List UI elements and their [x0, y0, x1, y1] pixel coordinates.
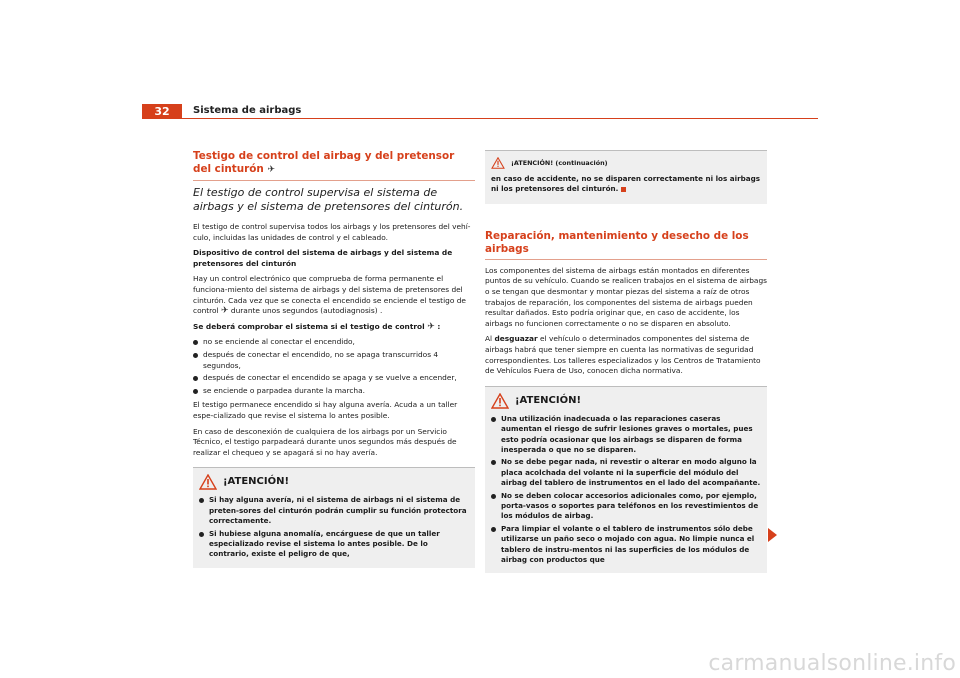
repair-paragraph: Los componentes del sistema de airbags están montados en diferentes puntos de su vehículo. Cuando se realicen trabajos en el sistema de airbags o se tengan que desmontar y montar piezas del sistema a raíz de otros trabajos de reparación, los componentes del sistema de airbags pueden resultar dañados. Esto podría originar que, en caso de accidente, los airbags no funcionen correctamente o no se disparen en absoluto. [485, 265, 768, 328]
list-item: no se enciende al conectar el encendido, [193, 337, 475, 348]
warning-header [491, 393, 761, 409]
warning-continuation-text: en caso de accidente, no se disparen correctamente ni los airbags ni los pretensores del cinturón. [491, 174, 761, 194]
header-divider [182, 118, 818, 119]
list-item: después de conectar el encendido se apaga y se vuelve a encender, [193, 373, 475, 384]
airbag-warning-lamp-icon: ✈ [220, 306, 229, 317]
intro-paragraph: El testigo de control supervisa todos los airbags y los pretensores del vehí-culo, incluidas las unidades de control y el cableado. [193, 222, 471, 242]
end-of-section-mark [621, 187, 626, 192]
list-item: después de conectar el encendido, no se apaga transcurridos 4 segundos, [193, 350, 475, 371]
section-lead: El testigo de control supervisa el sistema de airbags y el sistema de pretensores del cinturón. [193, 186, 464, 213]
page-number: 32 [142, 104, 182, 119]
fault-paragraph: El testigo permanece encendido si hay alguna avería. Acuda a un taller espe-cializado que revise el sistema lo antes posible. [193, 400, 458, 420]
warning-header [199, 474, 469, 490]
section-title-repair: Reparación, mantenimiento y desecho de los airbags [485, 230, 767, 260]
warning-list [199, 495, 469, 559]
warning-continuation-title: ¡ATENCIÓN! (continuación) [511, 158, 608, 167]
list-item: se enciende o parpadea durante la marcha. [193, 386, 475, 397]
warning-title: ¡ATENCIÓN! [223, 476, 290, 488]
right-column [485, 150, 767, 573]
scrapping-paragraph: Al desguazar el vehículo o determinados componentes del sistema de airbags habrá que tener siempre en cuenta las normativas de seguridad correspondientes. Los talleres especializados y los Centros de Tratamiento de Vehículos Fuera de Uso, conocen dicha normativa. [485, 334, 761, 376]
warning-triangle-icon [491, 393, 509, 409]
list-item: Si hubiese alguna anomalía, encárguese de que un taller especializado revise el sistema lo antes posible. De lo contrario, existe el peligro de que, [199, 529, 469, 560]
list-item: Para limpiar el volante o el tablero de instrumentos sólo debe utilizarse un paño seco o mojado con agua. No limpie nunca el tablero de instru-mentos ni las superficies de los módulos de airbag con productos que [491, 524, 761, 566]
list-item: Si hay alguna avería, ni el sistema de airbags ni el sistema de preten-sores del cinturón podrán cumplir su función protectora correctamente. [199, 495, 469, 526]
warning-box [485, 386, 767, 574]
warning-triangle-icon [491, 157, 505, 169]
watermark: carmanualsonline.info [708, 651, 956, 676]
warning-continuation-box [485, 150, 767, 204]
check-list [193, 337, 475, 396]
warning-box [193, 467, 475, 567]
disconnect-paragraph: En caso de desconexión de cualquiera de los airbags por un Servicio Técnico, el testigo parpadeará durante unos segundos más después de realizar el chequeo y se apagará si no hay avería. [193, 426, 457, 457]
list-item: No se deben colocar accesorios adicionales como, por ejemplo, porta-vasos o soportes para teléfonos en los revestimientos de los módulos de airbag. [491, 491, 761, 522]
warning-title: ¡ATENCIÓN! [515, 394, 582, 406]
left-column [193, 150, 475, 568]
device-paragraph: Hay un control electrónico que comprueba de forma permanente el funciona-miento del sistema de airbags y del sistema de pretensores del cinturón. Cada vez que se conecta el encendido se enciende el testigo de control ✈ durante unos segundos (autodiagnosis) . [193, 274, 466, 317]
section-title-airbag-lamp: Testigo de control del airbag y del pretensor del cinturón ✈ [193, 150, 475, 181]
airbag-warning-lamp-icon: ✈ [267, 165, 275, 175]
airbag-warning-lamp-icon: ✈ [427, 321, 435, 332]
next-page-arrow-icon[interactable] [768, 528, 777, 542]
warning-list [491, 414, 761, 566]
device-heading: Dispositivo de control del sistema de airbags y del sistema de pretensores del cinturón [193, 248, 453, 268]
warning-header [491, 157, 761, 169]
list-item: Una utilización inadecuada o las reparaciones caseras aumentan el riesgo de sufrir lesiones graves o mortales, pues esto podría ocasionar que los airbags se disparen de forma inesperada o que no se disparen. [491, 414, 761, 456]
list-item: No se debe pegar nada, ni revestir o alterar en modo alguno la placa acolchada del volante ni la superficie del módulo del airbag del tablero de instrumentos en el lado del acompañante. [491, 457, 761, 488]
check-heading: Se deberá comprobar el sistema si el testigo de control ✈ : [193, 321, 441, 332]
running-header-title: Sistema de airbags [193, 105, 302, 116]
warning-triangle-icon [199, 474, 217, 490]
